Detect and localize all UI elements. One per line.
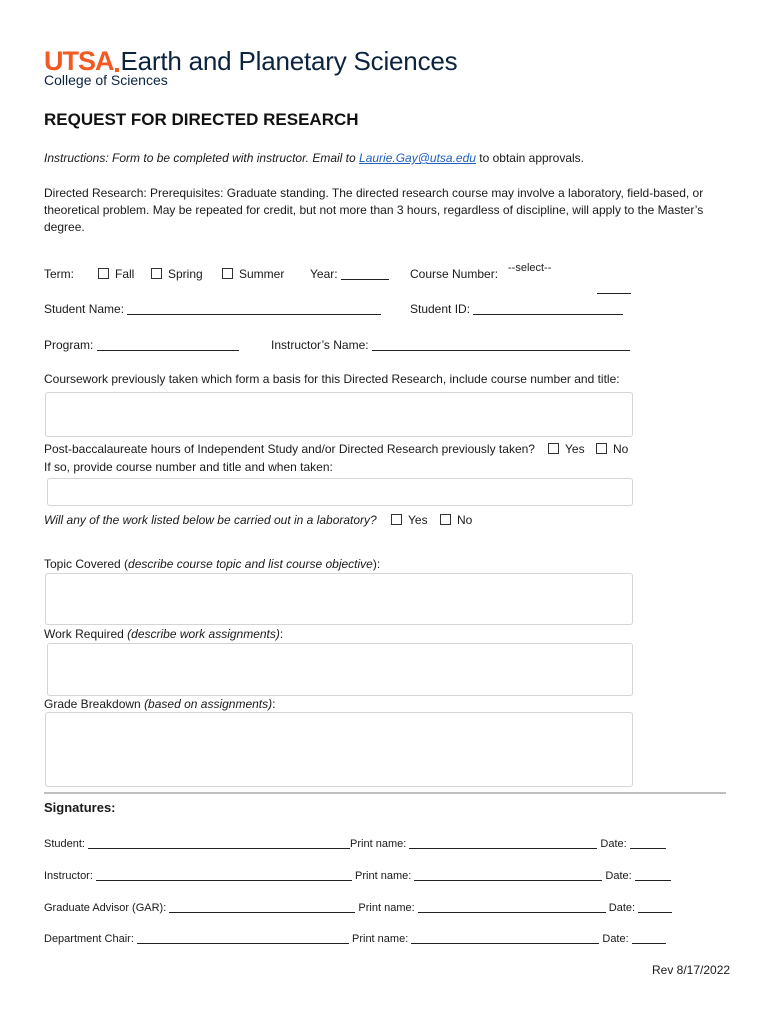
signature-role: Graduate Advisor (GAR): (44, 902, 167, 914)
date-label: Date: (605, 870, 632, 882)
signature-line[interactable] (96, 868, 352, 881)
logo-brand: UTSA (44, 46, 114, 76)
signature-role: Department Chair: (44, 933, 134, 945)
year-field[interactable] (310, 267, 389, 281)
signature-line[interactable] (88, 836, 350, 849)
logo-department: Earth and Planetary Sciences (120, 46, 458, 76)
year-label: Year: (310, 267, 338, 281)
work-textarea[interactable] (47, 643, 633, 696)
instructions-prefix: Instructions: Form to be completed with instructor. Email to (44, 151, 360, 165)
program-label: Program: (44, 338, 94, 352)
instructor-name-field[interactable] (271, 338, 630, 352)
print-name-label: Print name: (358, 902, 415, 914)
fall-label: Fall (115, 267, 135, 281)
post-bacc-no-checkbox[interactable] (596, 443, 607, 454)
date-line[interactable] (638, 900, 672, 913)
instructions-suffix: to obtain approvals. (475, 151, 585, 165)
grade-hint: (based on assignments) (144, 697, 273, 711)
date-line[interactable] (630, 836, 666, 849)
topic-label (44, 557, 380, 571)
work-label (44, 627, 283, 641)
signature-role: Instructor: (44, 870, 93, 882)
fall-checkbox[interactable] (98, 268, 109, 279)
post-bacc-yes[interactable] (548, 442, 585, 456)
signatures-heading: Signatures: (44, 800, 116, 815)
lab-yes[interactable] (391, 513, 428, 527)
grade-textarea[interactable] (45, 712, 633, 787)
coursework-label: Coursework previously taken which form a basis for this Directed Research, include course number and title: (44, 372, 620, 386)
post-bacc-textarea[interactable] (47, 478, 633, 506)
topic-hint: describe course topic and list course objective (128, 557, 373, 571)
program-line[interactable] (97, 338, 239, 351)
year-line[interactable] (341, 267, 389, 280)
print-name-label: Print name: (352, 933, 409, 945)
date-line[interactable] (632, 931, 666, 944)
signature-role: Student: (44, 838, 85, 850)
revision-date: Rev 8/17/2022 (652, 963, 731, 977)
date-label: Date: (608, 902, 636, 914)
lab-no-checkbox[interactable] (440, 514, 451, 525)
date-label: Date: (602, 933, 629, 945)
student-name-label: Student Name: (44, 302, 125, 316)
student-id-label: Student ID: (410, 302, 471, 316)
lab-question: Will any of the work listed below be carried out in a laboratory? (44, 513, 377, 527)
print-name-line[interactable] (409, 836, 597, 849)
work-label-text: Work Required (44, 627, 128, 641)
date-label: Date: (600, 838, 627, 850)
spring-checkbox[interactable] (151, 268, 162, 279)
term-summer[interactable] (222, 267, 284, 281)
print-name-label: Print name: (350, 838, 407, 850)
term-label: Term: (44, 267, 74, 281)
signature-line[interactable] (137, 931, 349, 944)
post-bacc-followup: If so, provide course number and title and when taken: (44, 460, 333, 474)
page-title: REQUEST FOR DIRECTED RESEARCH (44, 110, 359, 129)
grade-label (44, 697, 275, 711)
instructions (44, 151, 584, 165)
term-fall[interactable] (98, 267, 134, 281)
print-name-line[interactable] (414, 868, 602, 881)
student-name-field[interactable] (44, 302, 381, 316)
topic-label-end: ): (372, 557, 381, 571)
course-number-label: Course Number: (410, 267, 499, 281)
work-hint: (describe work assignments) (127, 627, 280, 641)
signature-line[interactable] (169, 900, 355, 913)
grade-label-end: : (272, 697, 276, 711)
post-bacc-question: Post-baccalaureate hours of Independent Study and/or Directed Research previously taken? (44, 442, 535, 456)
post-bacc-no[interactable] (596, 442, 628, 456)
lab-no-label: No (457, 513, 473, 527)
work-label-end: : (279, 627, 284, 641)
summer-label: Summer (239, 267, 285, 281)
lab-no[interactable] (440, 513, 472, 527)
course-number-line[interactable] (597, 279, 631, 297)
term-spring[interactable] (151, 267, 203, 281)
student-id-field[interactable] (410, 302, 623, 316)
coursework-textarea[interactable] (45, 392, 633, 437)
post-bacc-yes-checkbox[interactable] (548, 443, 559, 454)
instructor-name-label: Instructor’s Name: (271, 338, 369, 352)
post-bacc-no-label: No (613, 442, 629, 456)
spring-label: Spring (168, 267, 203, 281)
print-name-label: Print name: (355, 870, 412, 882)
topic-label-text: Topic Covered ( (44, 557, 129, 571)
post-bacc-yes-label: Yes (565, 442, 585, 456)
instructor-name-line[interactable] (372, 338, 630, 351)
signature-row (44, 868, 671, 882)
student-id-line[interactable] (473, 302, 623, 315)
print-name-line[interactable] (411, 931, 599, 944)
student-name-line[interactable] (127, 302, 381, 315)
program-field[interactable] (44, 338, 239, 352)
signature-row (44, 836, 666, 850)
date-line[interactable] (635, 868, 671, 881)
lab-yes-label: Yes (408, 513, 428, 527)
course-number-select[interactable]: --select-- (508, 262, 552, 274)
topic-textarea[interactable] (45, 573, 633, 625)
email-link[interactable]: Laurie.Gay@utsa.edu (359, 151, 476, 165)
college-name: College of Sciences (44, 72, 168, 88)
grade-label-text: Grade Breakdown (44, 697, 145, 711)
summer-checkbox[interactable] (222, 268, 233, 279)
signature-row (44, 931, 666, 945)
print-name-line[interactable] (418, 900, 606, 913)
lab-yes-checkbox[interactable] (391, 514, 402, 525)
description-paragraph: Directed Research: Prerequisites: Graduate standing. The directed research course may involve a laboratory, field-based, or theoretical problem. May be repeated for credit, but not more than 3 hours, regardless of discipline, will apply to the Master’s degree. (44, 186, 704, 234)
signature-row (44, 900, 672, 914)
section-divider (44, 792, 726, 794)
